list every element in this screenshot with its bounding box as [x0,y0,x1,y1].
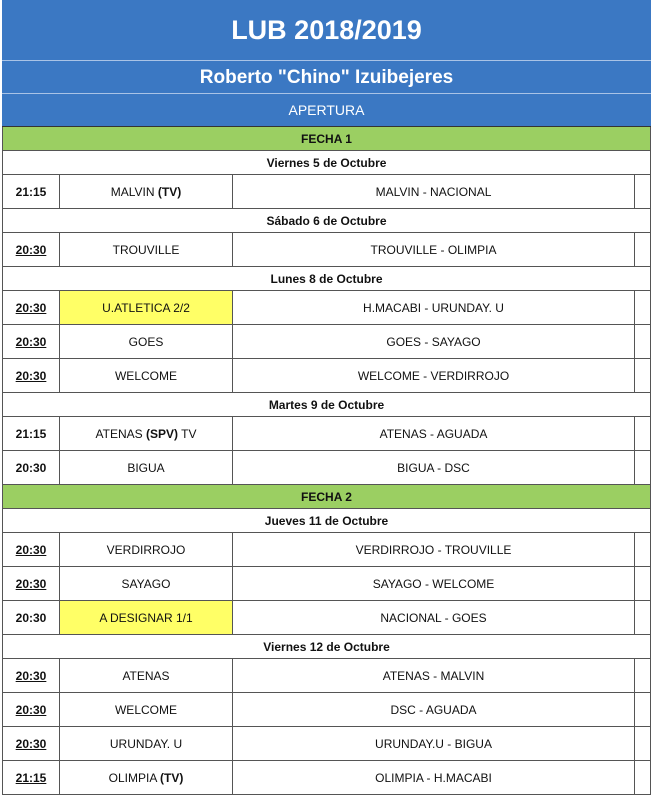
game-row [2,533,651,567]
game-venue [60,761,233,794]
time-text: 20:30 [15,242,47,257]
game-time [3,533,60,566]
game-venue: SAYAGO [60,567,233,600]
game-row [2,175,651,209]
time-text: 20:30 [15,668,47,683]
time-text: 21:15 [15,770,47,785]
extra-cell [635,233,650,266]
game-time [3,761,60,794]
time-text: 20:30 [15,702,47,717]
day-header: Martes 9 de Octubre [2,393,651,417]
game-time [3,659,60,692]
game-time [3,567,60,600]
game-row [2,567,651,601]
day-header: Jueves 11 de Octubre [2,509,651,533]
extra-cell [635,291,650,324]
game-venue: GOES [60,325,233,358]
game-venue [60,175,233,208]
schedule-sheet [2,0,651,795]
game-venue: BIGUA [60,451,233,484]
extra-cell [635,693,650,726]
extra-cell [635,359,650,392]
game-row [2,417,651,451]
time-text: 20:30 [15,368,47,383]
extra-cell [635,761,650,794]
game-venue: TROUVILLE [60,233,233,266]
game-row [2,727,651,761]
venue-name: OLIMPIA [108,770,161,785]
venue-suffix: TV [178,426,197,441]
day-header: Viernes 12 de Octubre [2,635,651,659]
game-venue [60,417,233,450]
game-match: DSC - AGUADA [233,693,635,726]
game-venue: WELCOME [60,359,233,392]
venue-name: ATENAS [95,426,146,441]
extra-cell [635,325,650,358]
game-match: OLIMPIA - H.MACABI [233,761,635,794]
game-match: URUNDAY.U - BIGUA [233,727,635,760]
venue-name: MALVIN [110,184,158,199]
game-time [3,359,60,392]
game-venue: URUNDAY. U [60,727,233,760]
game-match: MALVIN - NACIONAL [233,175,635,208]
time-text: 20:30 [15,300,47,315]
page-title: LUB 2018/2019 [2,0,651,61]
phase-header: APERTURA [2,94,651,127]
fecha-header: FECHA 1 [2,127,651,151]
page-subtitle: Roberto "Chino" Izuibejeres [2,61,651,94]
game-row [2,291,651,325]
time-text: 20:30 [15,736,47,751]
game-row [2,233,651,267]
extra-cell [635,175,650,208]
game-match: BIGUA - DSC [233,451,635,484]
extra-cell [635,727,650,760]
game-venue-highlight: U.ATLETICA 2/2 [60,291,233,324]
time-text: 20:30 [15,334,47,349]
game-match: ATENAS - MALVIN [233,659,635,692]
game-match: TROUVILLE - OLIMPIA [233,233,635,266]
game-time: 20:30 [3,451,60,484]
game-venue-highlight: A DESIGNAR 1/1 [60,601,233,634]
time-text: 20:30 [15,576,47,591]
game-venue: WELCOME [60,693,233,726]
game-row [2,359,651,393]
game-match: NACIONAL - GOES [233,601,635,634]
extra-cell [635,451,650,484]
game-match: SAYAGO - WELCOME [233,567,635,600]
game-row [2,325,651,359]
game-time [3,693,60,726]
game-time [3,233,60,266]
extra-cell [635,601,650,634]
game-time [3,727,60,760]
broadcast-tag: (TV) [157,184,182,199]
game-row [2,601,651,635]
extra-cell [635,567,650,600]
game-row [2,693,651,727]
day-header: Viernes 5 de Octubre [2,151,651,175]
game-match: ATENAS - AGUADA [233,417,635,450]
game-row [2,761,651,795]
broadcast-tag: (TV) [160,770,184,785]
game-time [3,291,60,324]
broadcast-tag: (SPV) [146,426,179,441]
game-venue: VERDIRROJO [60,533,233,566]
game-time [3,325,60,358]
game-row [2,659,651,693]
day-header: Lunes 8 de Octubre [2,267,651,291]
fecha-header: FECHA 2 [2,485,651,509]
game-row [2,451,651,485]
game-venue: ATENAS [60,659,233,692]
game-match: VERDIRROJO - TROUVILLE [233,533,635,566]
game-time: 20:30 [3,601,60,634]
extra-cell [635,533,650,566]
game-time: 21:15 [3,417,60,450]
game-time: 21:15 [3,175,60,208]
time-text: 20:30 [15,542,47,557]
extra-cell [635,659,650,692]
day-header: Sábado 6 de Octubre [2,209,651,233]
game-match: GOES - SAYAGO [233,325,635,358]
extra-cell [635,417,650,450]
game-match: WELCOME - VERDIRROJO [233,359,635,392]
game-match: H.MACABI - URUNDAY. U [233,291,635,324]
